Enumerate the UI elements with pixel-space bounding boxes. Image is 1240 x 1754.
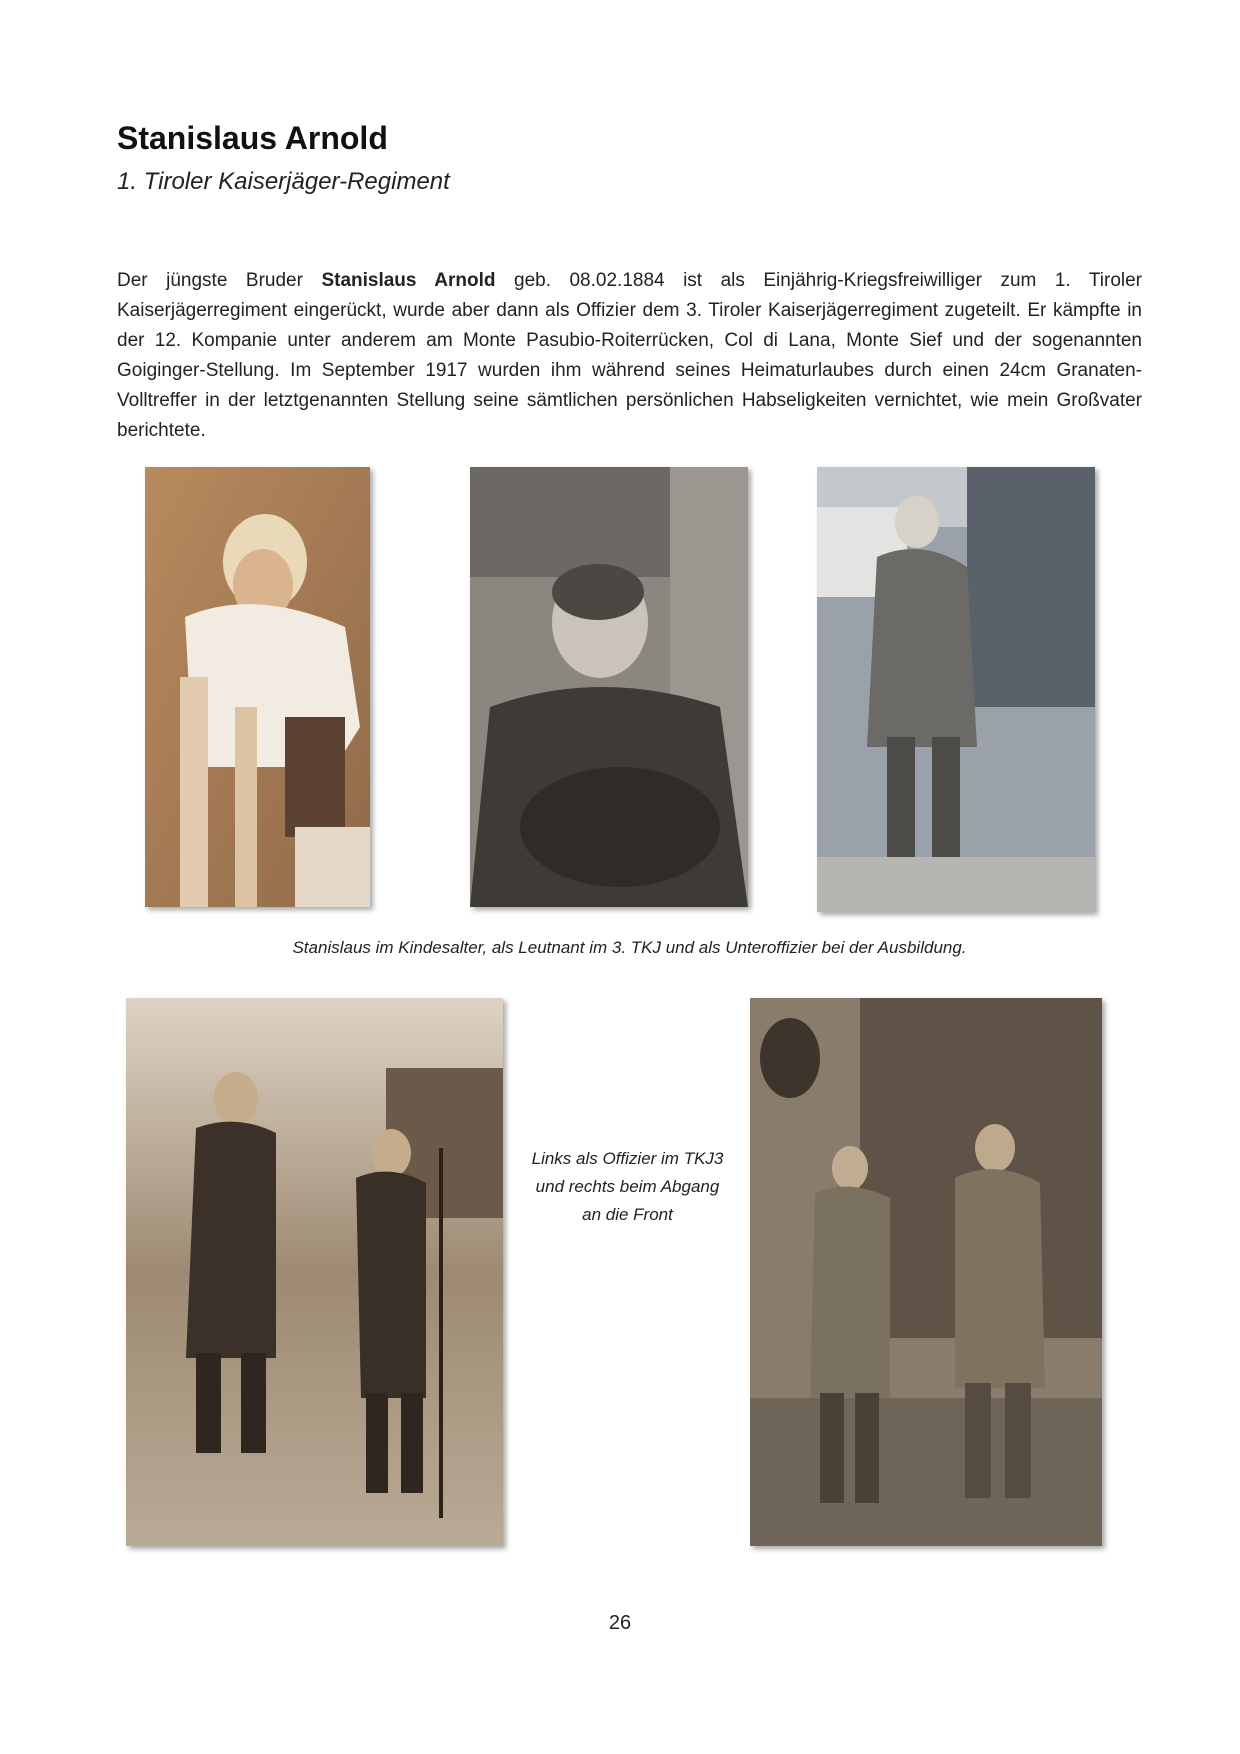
photo-caption-row-1: Stanislaus im Kindesalter, als Leutnant im 3. TKJ und als Unteroffizier bei der Ausbildung. bbox=[292, 938, 967, 957]
body-paragraph bbox=[117, 266, 1142, 446]
photo-officer-tkj3 bbox=[126, 998, 503, 1546]
photo-child-portrait bbox=[145, 467, 370, 907]
photo-departure-front bbox=[750, 998, 1102, 1546]
photo-lieutenant-portrait bbox=[470, 467, 748, 907]
caption-row-2-line-3: an die Front bbox=[582, 1205, 673, 1224]
caption-row-2-line-1: Links als Offizier im TKJ3 bbox=[531, 1149, 724, 1168]
body-text: geb. 08.02.1884 ist als Einjährig-Kriegsfreiwilliger zum 1. Tiroler Kaiserjägerregiment eingerückt, wurde aber dann als Offizier dem 3. Tiroler Kaiserjägerregiment zugeteilt. Er kämpfte in der 12. Kompanie unter anderem am Monte Pasubio-Roiterrücken, Col di Lana, Monte Sief und der sogenannten Goiginger-Stellung. Im September 1917 wurden ihm während seines Heimaturlaubes durch einen 24cm Granaten-Volltreffer in der letztgenannten Stellung seine sämtlichen persönlichen Habseligkeiten vernichtet, wie mein Großvater berichtete. bbox=[117, 270, 1143, 441]
page-subtitle: 1. Tiroler Kaiserjäger-Regiment bbox=[117, 168, 450, 195]
photo-nco-training bbox=[817, 467, 1095, 912]
page-number: 26 bbox=[608, 1612, 632, 1634]
page-title: Stanislaus Arnold bbox=[117, 120, 388, 156]
body-name-bold: Stanislaus Arnold bbox=[321, 270, 496, 291]
caption-row-2-line-2: und rechts beim Abgang bbox=[535, 1177, 720, 1196]
photo-caption-row-2 bbox=[515, 1145, 740, 1229]
body-intro: Der jüngste Bruder bbox=[117, 270, 322, 291]
